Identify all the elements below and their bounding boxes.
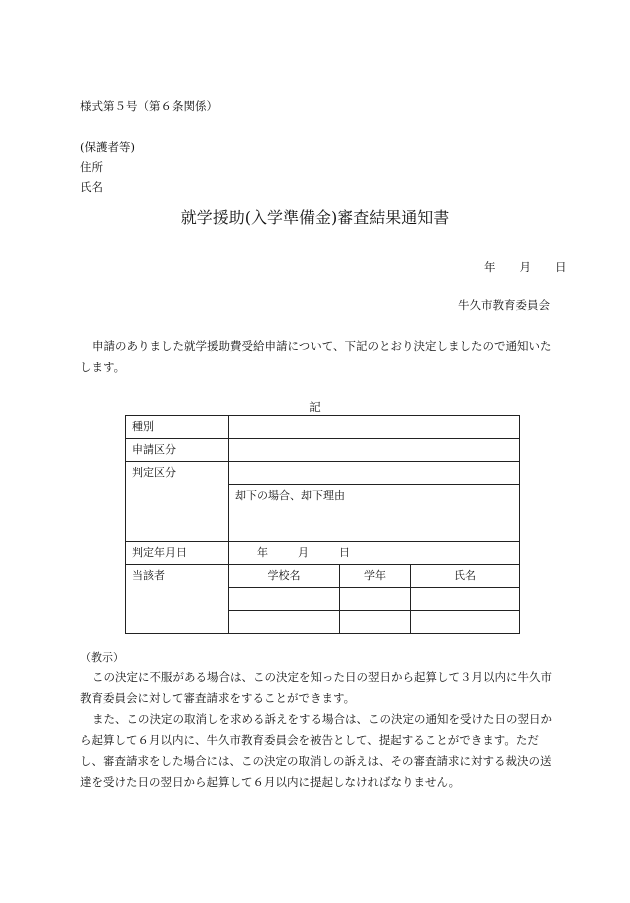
judgement-date-label: 判定年月日 [126,542,229,565]
subject-grade [340,588,411,611]
application-label: 申請区分 [126,439,229,462]
row-judgement-date [126,542,520,565]
notice-paragraph-2: また、この決定の取消しを求める訴えをする場合は、この決定の通知を受けた日の翌日から起算して６月以内に、牛久市教育委員会を被告として、提起することができます。ただし、審査請求をした場合には、この決定の取消しの訴えは、その審査請求に対する裁決の送達を受けた日の翌日から起算して６月以内に提起しなければなりません。 [80,712,552,789]
judgement-value [229,462,520,485]
issue-date [484,259,567,275]
col-name: 氏名 [411,565,520,588]
notice-paragraph-1: この決定に不服がある場合は、この決定を知った日の翌日から起算して３月以内に牛久市教育委員会に対して審査請求をすることができます。 [80,670,552,705]
form-number: 様式第５号（第６条関係） [80,99,218,113]
issue-date-month: 月 [519,260,531,274]
recipient-label: (保護者等) [80,140,135,154]
subject-name [411,588,520,611]
issue-date-day: 日 [555,260,567,274]
row-application [126,439,520,462]
row-type [126,416,520,439]
judgement-date-year: 年 [257,546,268,559]
recipient-name: 氏名 [80,180,103,194]
type-label: 種別 [126,416,229,439]
col-school: 学校名 [229,565,340,588]
issue-date-year: 年 [484,260,496,274]
judgement-date-value [229,542,520,565]
judgement-label: 判定区分 [126,462,229,542]
row-subject-header [126,565,520,588]
document-title: 就学援助(入学準備金)審査結果通知書 [180,208,450,227]
subject-name [411,611,520,634]
reject-reason-cell [229,485,520,542]
subject-grade [340,611,411,634]
application-value [229,439,520,462]
subject-school [229,588,340,611]
col-grade: 学年 [340,565,411,588]
ki-heading: 記 [309,400,321,414]
type-value [229,416,520,439]
subject-school [229,611,340,634]
subject-label: 当該者 [126,565,229,634]
row-judgement [126,462,520,485]
notice-heading: （教示） [80,651,124,664]
body-text: 申請のありました就学援助費受給申請について、下記のとおり決定しましたので通知いたします。 [80,339,552,374]
judgement-date-day: 日 [339,546,350,559]
recipient-address: 住所 [80,160,103,174]
judgement-date-month: 月 [298,546,309,559]
recipient-block [80,137,135,197]
result-table [125,415,520,634]
sender: 牛久市教育委員会 [458,298,550,312]
reject-reason-label: 却下の場合、却下理由 [235,489,345,502]
